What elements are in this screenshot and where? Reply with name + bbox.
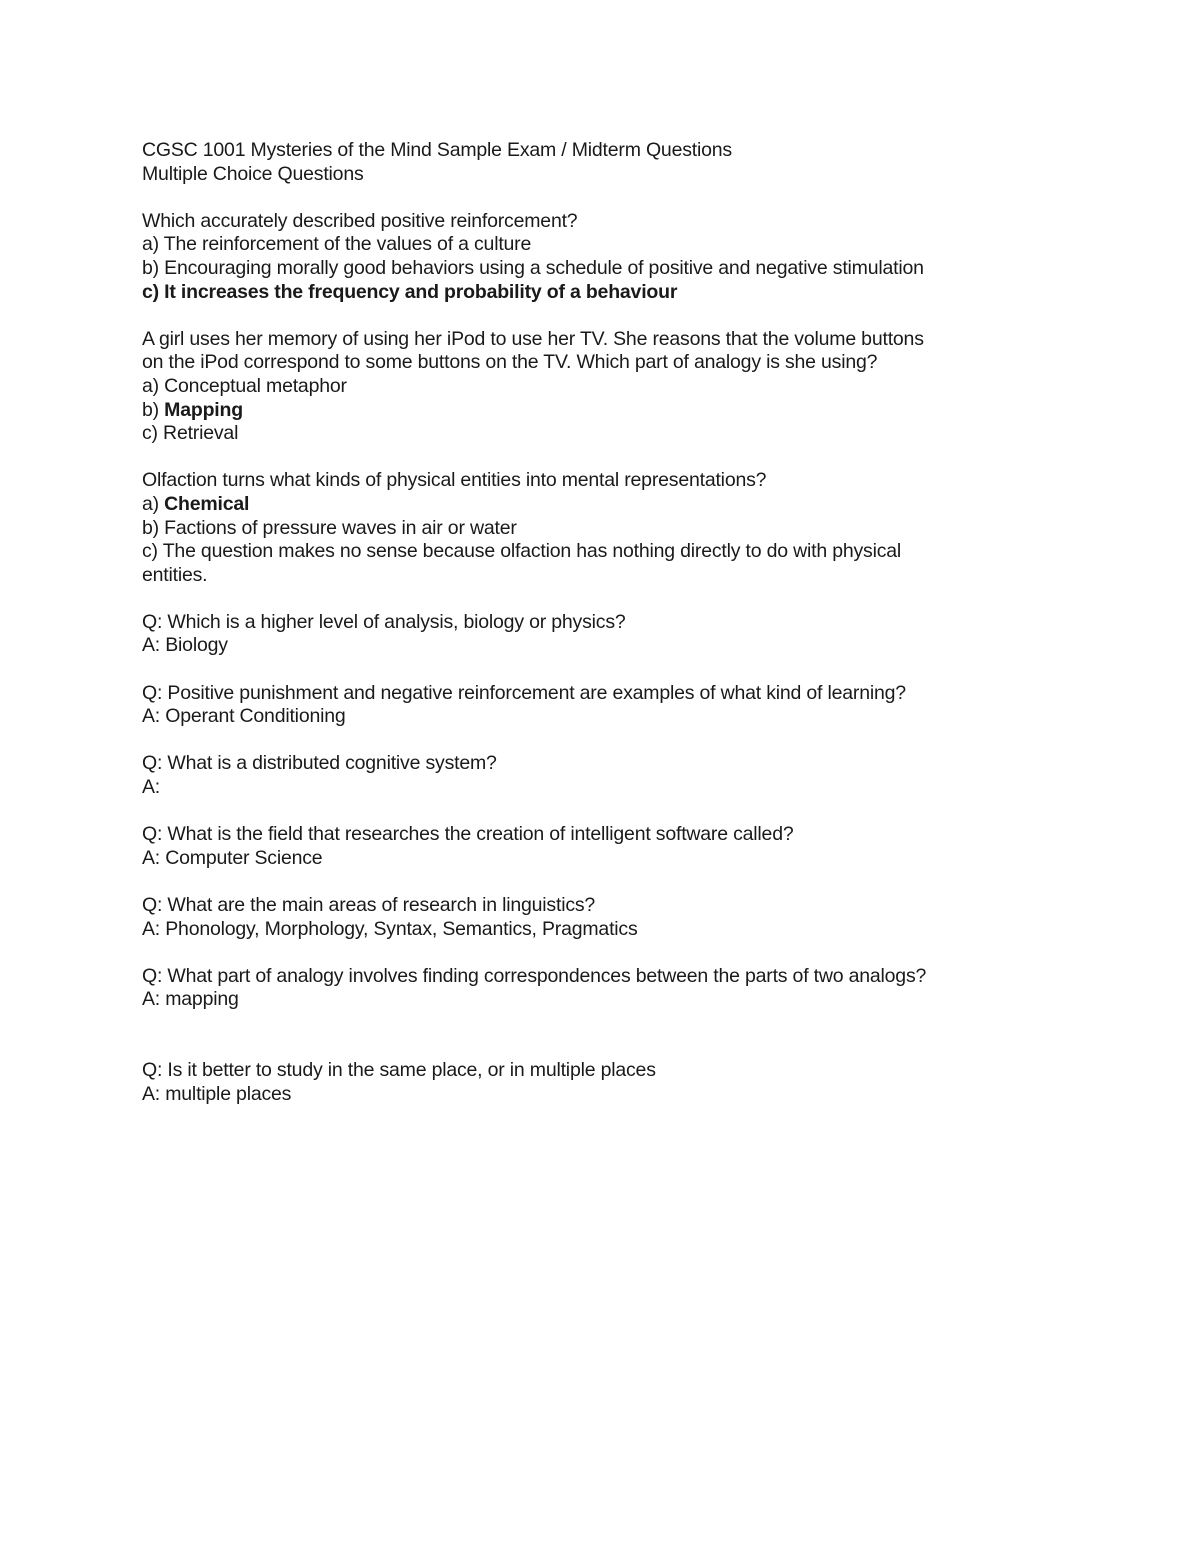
spacer xyxy=(142,446,1142,470)
spacer xyxy=(142,587,1142,611)
qa-answer: A: Phonology, Morphology, Syntax, Semantics, Pragmatics xyxy=(142,917,638,940)
qa-answer: A: Biology xyxy=(142,634,228,657)
qa-question: Q: What part of analogy involves finding correspondences between the parts of two analogs? xyxy=(142,964,927,987)
mc-option-correct: Mapping xyxy=(164,398,243,421)
mc-option: a) The reinforcement of the values of a culture xyxy=(142,233,532,256)
spacer xyxy=(142,1012,1142,1036)
qa-answer: A: multiple places xyxy=(142,1082,292,1105)
document-page xyxy=(142,139,1142,1106)
qa-answer: A: mapping xyxy=(142,988,239,1011)
mc-question: on the iPod correspond to some buttons on the TV. Which part of analogy is she using? xyxy=(142,351,878,374)
mc-option-correct: c) It increases the frequency and probability of a behaviour xyxy=(142,280,678,303)
mc-option: c) The question makes no sense because olfaction has nothing directly to do with physical xyxy=(142,540,902,563)
qa-answer: A: Computer Science xyxy=(142,846,323,869)
qa-answer: A: Operant Conditioning xyxy=(142,705,346,728)
qa-question: Q: What is a distributed cognitive system? xyxy=(142,752,497,775)
spacer xyxy=(142,186,1142,210)
section-heading: Multiple Choice Questions xyxy=(142,162,364,185)
spacer xyxy=(142,800,1142,824)
mc-option: c) Retrieval xyxy=(142,422,239,445)
spacer xyxy=(142,304,1142,328)
qa-question: Q: Which is a higher level of analysis, biology or physics? xyxy=(142,610,626,633)
qa-question: Q: Is it better to study in the same place, or in multiple places xyxy=(142,1059,656,1082)
mc-option: b) Encouraging morally good behaviors using a schedule of positive and negative stimulation xyxy=(142,256,924,279)
qa-answer: A: xyxy=(142,776,161,799)
option-prefix: b) xyxy=(142,398,165,421)
mc-option: b) Factions of pressure waves in air or water xyxy=(142,516,517,539)
mc-option xyxy=(142,493,1142,517)
mc-question: Which accurately described positive reinforcement? xyxy=(142,209,578,232)
mc-option xyxy=(142,399,1142,423)
spacer xyxy=(142,729,1142,753)
mc-option-correct: Chemical xyxy=(164,492,250,515)
mc-option: entities. xyxy=(142,563,208,586)
qa-question: Q: What is the field that researches the creation of intelligent software called? xyxy=(142,823,794,846)
spacer xyxy=(142,870,1142,894)
spacer xyxy=(142,941,1142,965)
document-title: CGSC 1001 Mysteries of the Mind Sample Exam / Midterm Questions xyxy=(142,139,732,161)
spacer xyxy=(142,658,1142,682)
mc-question: A girl uses her memory of using her iPod to use her TV. She reasons that the volume buttons xyxy=(142,327,924,350)
qa-question: Q: What are the main areas of research in linguistics? xyxy=(142,894,596,916)
mc-question: Olfaction turns what kinds of physical entities into mental representations? xyxy=(142,469,767,492)
spacer xyxy=(142,1036,1142,1060)
option-prefix: a) xyxy=(142,492,165,515)
qa-question: Q: Positive punishment and negative reinforcement are examples of what kind of learning? xyxy=(142,681,906,704)
mc-option: a) Conceptual metaphor xyxy=(142,374,347,397)
